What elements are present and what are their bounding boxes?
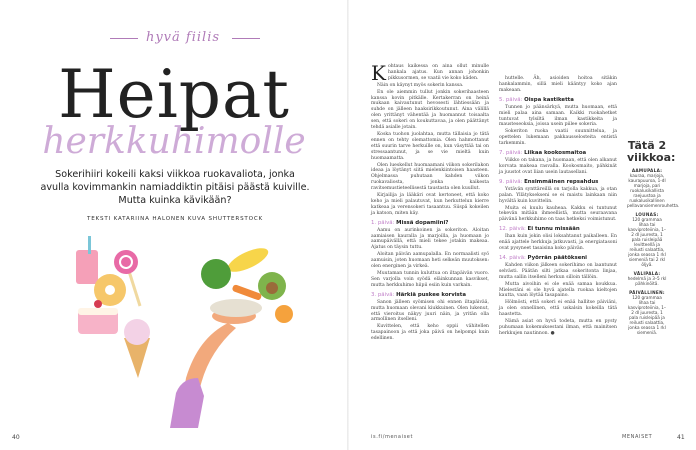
sidebar-meal-label: AAMUPALA: [631, 168, 663, 173]
subheading-day: 5. päivä: [499, 96, 525, 103]
lead-paragraph: Sokerihiiri kokeili kaksi viikkoa ruokavaliota, jonka avulla kovimmankin namiaddiktin pitäisi päästä kuiville. Mutta kuinka kävikään? [40, 169, 310, 207]
subheading [499, 179, 617, 186]
drop-cap: K [371, 61, 386, 85]
kicker-rule-left [110, 38, 138, 39]
sidebar-meals [627, 168, 680, 335]
subheading-day: 3. päivä: [371, 291, 397, 298]
donut-hole [105, 285, 115, 295]
page-number-right: 41 [677, 434, 685, 441]
body-paragraph: Olen lueskellut huomaamani viikon sokerilakon ideaa ja löytänyt siitä mielenkiintoisen haasteen. Ohjelmassa puhutaan kahden viikon ruokavaliosta, jonka kaikesta ravitsemustieteellisestä taustasta olen kuullut. [371, 162, 489, 192]
body-paragraph: Koska tuohon juolahtaa, mutta tällaisia jo tätä ennen on tehty olemattomia. Olen hahmottanut että suurin tarve herkuille on, kun väsyttää tai on stressaantunut, ja se vie mieltä kuin huomaamatta. [371, 131, 489, 161]
sidebar-meal-text: kauraa, marjoja, kaurapuuroa, 1-dl marjoja, pari ruokalusikallista raejuustoa ja ruokalusikallinen pellavansiemenrouhetta. [627, 173, 680, 208]
body-paragraph: En ole aiemmin tullut jonkin sokerihaasteen kanssa kovin pitkälle. Kertakerran on heinä mukaan kaivautunut hevosesti lähtiessään ja suhde on jälleen haaksirikkoutunut. Aina välillä olen yrittänyt vähentää ja huomannut toisaalta sen, että sokeri on koukuttavaa, ja olen päättänyt tehdä asialle jotain. [371, 89, 489, 131]
subheading-text: Oispa kastiketta [524, 96, 574, 103]
straw-shape [88, 236, 91, 254]
subheading-day: 12. päivä: [499, 226, 528, 233]
body-paragraph: Ystävän synttäreillä on tarjolla kakkua, ja otan palan. Yllätyksekseni se ei maistu lainkaan niin hyvältä kuin kuvittelin. [499, 186, 617, 204]
sidebar-meal-label: LOUNAS: [635, 212, 659, 217]
orange-shape [275, 305, 293, 323]
subheading-text: Ensimmäinen repsahdus [524, 178, 599, 185]
avocado-pit [266, 282, 278, 294]
body-paragraph: Viikko on takana, ja huomaan, että olen alkanut korvata makeaa rasvalla. Kookosmaito, pähkinät ja juustot ovat liian usein lautasellani. [499, 158, 617, 175]
subheading-text: Pyörrän päätökseni [527, 254, 588, 261]
bowl-shape [210, 299, 262, 317]
sidebar-meal-text: hedelmä ja 3–5 rkl pähkinöitä. [627, 276, 667, 286]
sidebar-box [627, 139, 680, 335]
sidebar-meal-label: VÄLIPALA: [633, 271, 661, 276]
page-fold [347, 0, 349, 450]
article-column-1 [371, 61, 489, 343]
sidebar-meal-label: PÄIVÄLLINEN: [629, 290, 665, 295]
hand-illustration [58, 228, 298, 428]
subheading-day: 7. päivä: [499, 150, 525, 157]
article-column-2 [499, 76, 617, 338]
body-paragraph: Tunnen jo päänsärkyä, mutta huomaan, että mieli palaa aina samaan. Kaikki ruokahetket tuntuvat tylsiltä ilman kastikkeita ja mausteseoksia, joissa usein piilee sokeria. [499, 104, 617, 128]
body-paragraph: Näin on käynyt myös sokerin kanssa. [377, 82, 464, 88]
lollipop-stick [128, 268, 140, 306]
byline-credit: TEKSTI KATARIINA HALONEN KUVA SHUTTERSTOCK [86, 216, 264, 222]
subheading-text: Missä dopamiini? [396, 219, 449, 226]
body-paragraph: Hölmösti, että sokeri ei enää hallitse päiviäni, ja olen onnellinen, että uskalsin kokeilla tätä haastetta. [499, 300, 617, 318]
broccoli-shape [201, 259, 231, 289]
footer-url: is.fi/menaiset [371, 434, 414, 440]
carrot-shape [232, 284, 263, 301]
subheading-day: 14. päivä: [499, 254, 528, 261]
body-paragraph: Kahden viikon jälkeen sokerihimo on laantunut selvästi. Päätän silti jatkaa sokeritonta linjaa, mutta sallin itselleni herkun silloin tällöin. [499, 262, 617, 280]
body-paragraph: Kirjailija ja lääkäri ovat kertoneet, että koko keho ja mieli palautuvat, kun herkuttelun kierre katkeaa ja verensokeri tasaantuu. Siispä kokeilen ja katson, miten käy. [371, 193, 489, 216]
lollipop-shape [114, 250, 138, 274]
ice-cream-scoop [124, 319, 150, 345]
cherry-shape [94, 300, 102, 308]
subheading [499, 150, 617, 157]
body-paragraph: Kuvittelen, että keho oppii vähitellen tasapainoon ja että joka päivä on helpompi kuin edellinen. [371, 324, 489, 342]
cake-icing [78, 308, 118, 315]
article-script-title: herkkuhimolle [42, 121, 306, 162]
body-paragraph: Mutta aivoihin ei ole enää samaa koukkua. Mielestäni ei ole hyvä ajatella ruokaa kieltojen kautta, vaan löytää tasapaino. [499, 281, 617, 299]
subheading-day: 9. päivä: [499, 178, 525, 185]
sleeve-shape [170, 378, 204, 428]
subheading [371, 292, 489, 299]
body-paragraph: Aloitan päivän aamupalalla. En normaalisti syö aamuisin, joten huomaan heti selkeän muutoksen: olen energinen ja virkeä. [371, 252, 489, 270]
subheading [499, 255, 617, 262]
banana-shape [225, 243, 272, 276]
sidebar-meal-text: 120 grammaa lihaa tai kasviproteiinia, 1–2 dl juuresta, 1 pala ruisleipää ja reilusti salaattia, jonka seassa 1 rkl siemeniä. [628, 295, 666, 335]
footer-magazine: MENAISET [622, 434, 653, 440]
body-paragraph: huttelle. Äh, asioiden hoitoa sitäkin hankalammin, sillä mieli kääntyy koko ajan makeaan. [499, 76, 617, 93]
body-paragraph: Ihan kuin jokin olisi loksahtanut paikalleen. En enää ajattele herkkuja jatkuvasti, ja energiatasoni ovat pysyneet tasaisina koko päivän. [499, 234, 617, 252]
subheading-text: Liikaa kookosmaitoa [524, 150, 587, 157]
body-paragraph: Aamu on aurinkoinen ja sokeriton. Aloitan aamiaisen kauralla ja marjoilla, ja huomaan jo aamupäivällä, että mieli tekee jotakin makeaa. Ajatus on täysin tuttu. [371, 227, 489, 251]
subheading [371, 220, 489, 227]
body-paragraph: Sokeriton ruoka vaatii suunnittelua, ja opettelen lukemaan pakkausselosteita entistä tarkemmin. [499, 129, 617, 147]
kicker: hyvä fiilis [145, 30, 221, 45]
subheading [499, 97, 617, 104]
sidebar-meal-text: 120 grammaa lihaa tai kasviproteiinia, 1–2 dl juuresta, 1 pala ruisleipää levitteellä ja reilusti salaattia, jonka seassa 1 rkl siemeniä tai 2 rkl öljyä. [628, 217, 666, 267]
article-title: Heipat [58, 56, 290, 133]
sidebar-title: Tätä 2 viikkoa: [627, 139, 676, 164]
cup-shape [76, 250, 98, 284]
body-paragraph: Muutaman tunnin kuluttua on iltapäivän vuoro. Sen varjolla voin syödä eläinkunnan kasvikset, mutta herkkuhimo hiipii esiin kuin varkain. [371, 271, 489, 288]
kicker-rule-right [232, 38, 260, 39]
body-paragraph: Sanon jälleen syömisen ohi ennen iltapäivää, mutta huomaan olevani kiukkuinen. Olen lukenut, että vieroitus näkyy juuri näin, ja yritän olla armollinen itselleni. [371, 299, 489, 323]
body-paragraph: Muita ei kuulu kauheaa. Kakku ei tuntunut tekevän mitään ihmeellistä, mutta seuraavana päivänä herkkuhimo on taas hetkeksi voimistunut. [499, 205, 617, 223]
body-paragraph: Nämä asiat on hyvä todeta, mutta en pysty puhumaan kokemuksestani ilman, että mainitsen herkkujen nautinnon. ● [499, 319, 617, 336]
page-number-left: 40 [12, 434, 20, 441]
body-paragraph: ohtaus kaikessa on aina ollut minulle hankala ajatus. Kun annan johonkin pikkusormen, se vaatii vie koko käden. [387, 64, 489, 81]
subheading-text: Ei tunnu missään [527, 226, 580, 233]
subheading [499, 226, 617, 233]
subheading-day: 1. päivä: [371, 219, 397, 226]
subheading-text: Härkiä puskee korvista [396, 291, 466, 298]
